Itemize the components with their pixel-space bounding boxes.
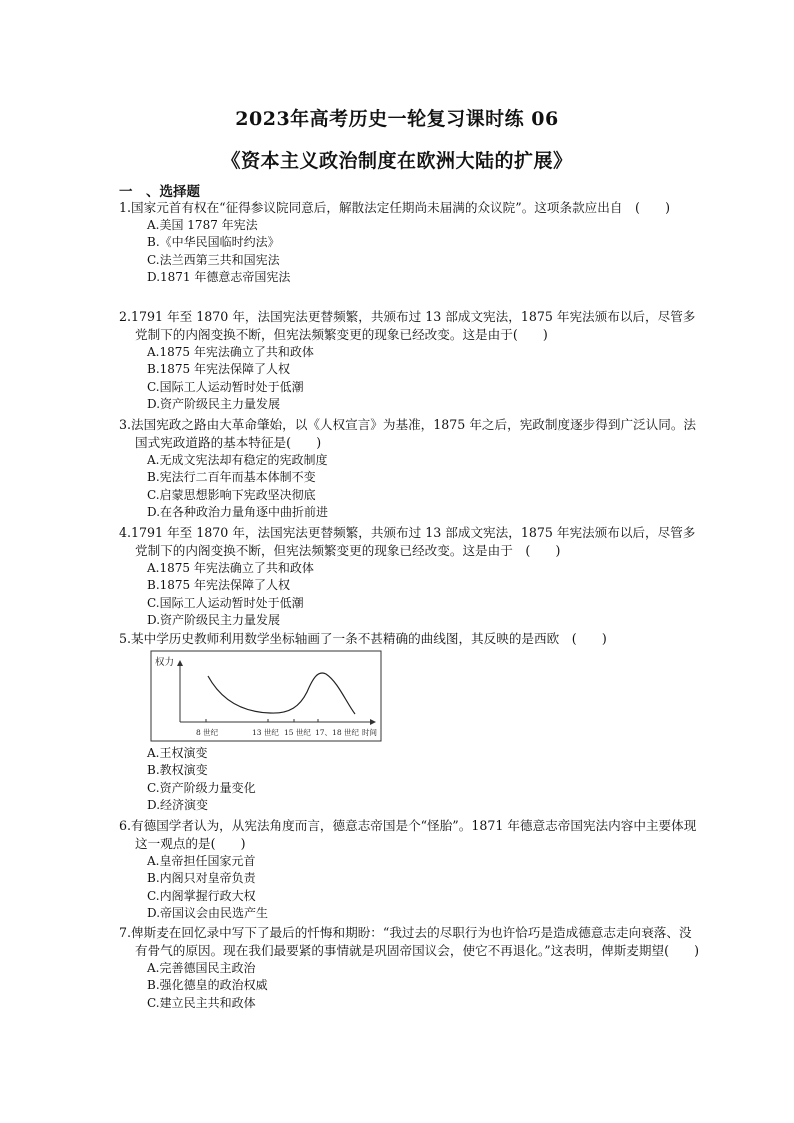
option-c: C.启蒙思想影响下宪政坚决彻底 [147, 487, 316, 502]
question-7 [119, 924, 701, 1012]
question-stem: 2.1791 年至 1870 年，法国宪法更替频繁，共颁布过 13 部成文宪法，1875 年宪法颁布以后，尽管多党制下的内阁变换不断，但宪法频繁变更的现象已经改变。这是由于( ) [119, 309, 696, 342]
tick-label-8th-century: 8 世纪 [196, 728, 219, 737]
option-c: C.国际工人运动暂时处于低潮 [147, 595, 304, 610]
option-a: A.无成文宪法却有稳定的宪政制度 [147, 453, 328, 467]
option-b: B.1875 年宪法保障了人权 [147, 578, 290, 593]
option-b: B.宪法行二百年而基本体制不变 [147, 470, 316, 485]
option-c: C.建立民主共和政体 [147, 995, 256, 1010]
question-stem: 6.有德国学者认为，从宪法角度而言，德意志帝国是个“怪胎”。1871 年德意志帝国宪法内容中主要体现这一观点的是( ) [119, 818, 697, 851]
question-6 [119, 817, 701, 923]
question-2 [119, 308, 701, 414]
option-d: D.1871 年德意志帝国宪法 [147, 270, 291, 285]
question-4 [119, 524, 701, 630]
question-5 [119, 630, 701, 648]
option-c: C.国际工人运动暂时处于低潮 [147, 379, 304, 394]
page-subtitle: 《资本主义政治制度在欧洲大陆的扩展》 [221, 150, 573, 172]
section-heading: 一 、选择题 [119, 184, 200, 200]
option-c: C.资产阶级力量变化 [147, 780, 256, 795]
y-axis-label: 权力 [155, 657, 175, 668]
power-curve-figure [150, 650, 382, 742]
option-c: C.法兰西第三共和国宪法 [147, 252, 280, 267]
option-b: B.教权演变 [147, 763, 208, 778]
option-a: A.1875 年宪法确立了共和政体 [147, 561, 314, 575]
option-b: B.《中华民国临时约法》 [147, 235, 280, 250]
question-1 [119, 199, 701, 287]
x-axis-arrow [370, 719, 376, 725]
tick-label-13th-century: 13 世纪 [252, 728, 279, 737]
question-stem: 5.某中学历史教师利用数学坐标轴画了一条不甚精确的曲线图，其反映的是西欧 ( ) [119, 631, 607, 646]
power-curve [208, 673, 355, 714]
curve-diagram [150, 650, 382, 742]
question-stem: 7.俾斯麦在回忆录中写下了最后的忏悔和期盼：“我过去的尽职行为也许恰巧是造成德意志走向衰落、没有骨气的原因。现在我们最要紧的事情就是巩固帝国议会，使它不再退化。”这表明，俾斯麦期望( ) [119, 925, 700, 958]
question-stem: 1.国家元首有权在“征得参议院同意后，解散法定任期尚未届满的众议院”。这项条款应出自 ( ) [119, 200, 671, 215]
option-a: A.1875 年宪法确立了共和政体 [147, 345, 314, 359]
option-d: D.资产阶级民主力量发展 [147, 397, 281, 412]
question-stem: 4.1791 年至 1870 年，法国宪法更替频繁，共颁布过 13 部成文宪法，1875 年宪法颁布以后，尽管多党制下的内阁变换不断，但宪法频繁变更的现象已经改变。这是由于 ( ) [119, 525, 696, 558]
tick-label-15th-century: 15 世纪 [284, 728, 311, 737]
option-d: D.经济演变 [147, 798, 209, 813]
option-b: B.1875 年宪法保障了人权 [147, 362, 290, 377]
question-5-options [119, 745, 701, 815]
question-stem: 3.法国宪政之路由大革命肇始，以《人权宣言》为基准，1875 年之后，宪政制度逐步得到广泛认同。法国式宪政道路的基本特征是( ) [119, 417, 697, 450]
option-d: D.在各种政治力量角逐中曲折前进 [147, 505, 329, 520]
question-3 [119, 416, 701, 522]
tick-label-time: 时间 [362, 728, 377, 737]
y-axis-arrow [177, 660, 183, 666]
option-b: B.内阁只对皇帝负责 [147, 871, 256, 886]
page-title: 2023年高考历史一轮复习课时练 06 [235, 108, 559, 130]
option-d: D.帝国议会由民选产生 [147, 906, 269, 921]
option-a: A.王权演变 [147, 746, 208, 760]
option-c: C.内阁掌握行政大权 [147, 888, 256, 903]
option-b: B.强化德皇的政治权威 [147, 978, 268, 993]
tick-label-17-18th-century: 17、18 世纪 [315, 728, 359, 737]
option-a: A.完善德国民主政治 [147, 961, 256, 975]
option-d: D.资产阶级民主力量发展 [147, 613, 281, 628]
option-a: A.美国 1787 年宪法 [147, 218, 258, 232]
option-a: A.皇帝担任国家元首 [147, 854, 256, 868]
